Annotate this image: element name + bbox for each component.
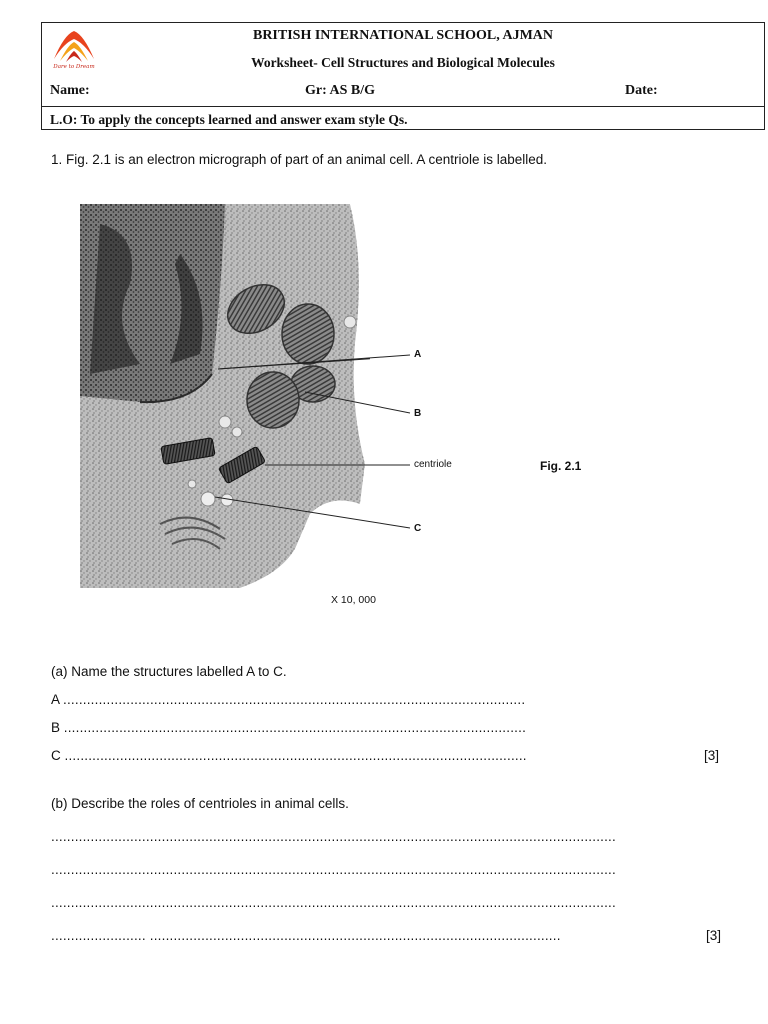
date-label: Date: [625,83,658,98]
logo-motto: Dare to Dream [53,64,95,70]
answer-dots: ..................................................................................................................... [63,720,527,735]
worksheet-title: Worksheet- Cell Structures and Biological Molecules [251,55,555,70]
school-name: BRITISH INTERNATIONAL SCHOOL, AJMAN [252,28,554,43]
part-a-prompt: (a) Name the structures labelled A to C. [51,664,287,679]
grade-label: Gr: AS B/G [305,83,376,98]
answer-dots: ..................................................................................................................... [64,748,527,763]
question-1-intro: 1. Fig. 2.1 is an electron micrograph of part of an animal cell. A centriole is labelled. [51,152,548,167]
answer-line-a[interactable] [51,692,561,707]
magnification-label: X 10, 000 [331,594,376,606]
answer-line-b[interactable] [51,720,561,735]
part-b-marks: [3] [706,928,722,943]
figure-label-a: A [414,349,422,360]
part-b-answer-line[interactable]: ............................................................................................................................................... [51,895,616,910]
answer-letter: C [51,748,61,763]
name-label: Name: [50,83,90,98]
part-b-answer-line[interactable]: ............................................................................................................................................... [51,862,616,877]
figure-label-centriole: centriole [414,459,452,470]
answer-line-c[interactable] [51,748,561,763]
part-b-prompt: (b) Describe the roles of centrioles in animal cells. [51,796,349,811]
answer-letter: A [51,692,60,707]
figure-label-b: B [414,408,422,419]
figure-caption: Fig. 2.1 [540,459,582,473]
learning-objective: L.O: To apply the concepts learned and answer exam style Qs. [50,112,408,127]
part-b-answer-line[interactable]: ............................................................................................................................................... [51,829,616,844]
part-b-answer-line[interactable]: ........................ ........................................................................................................ [51,928,561,943]
answer-letter: B [51,720,61,735]
answer-dots: ..................................................................................................................... [63,692,526,707]
part-a-marks: [3] [704,748,720,763]
figure-label-c: C [414,523,422,534]
